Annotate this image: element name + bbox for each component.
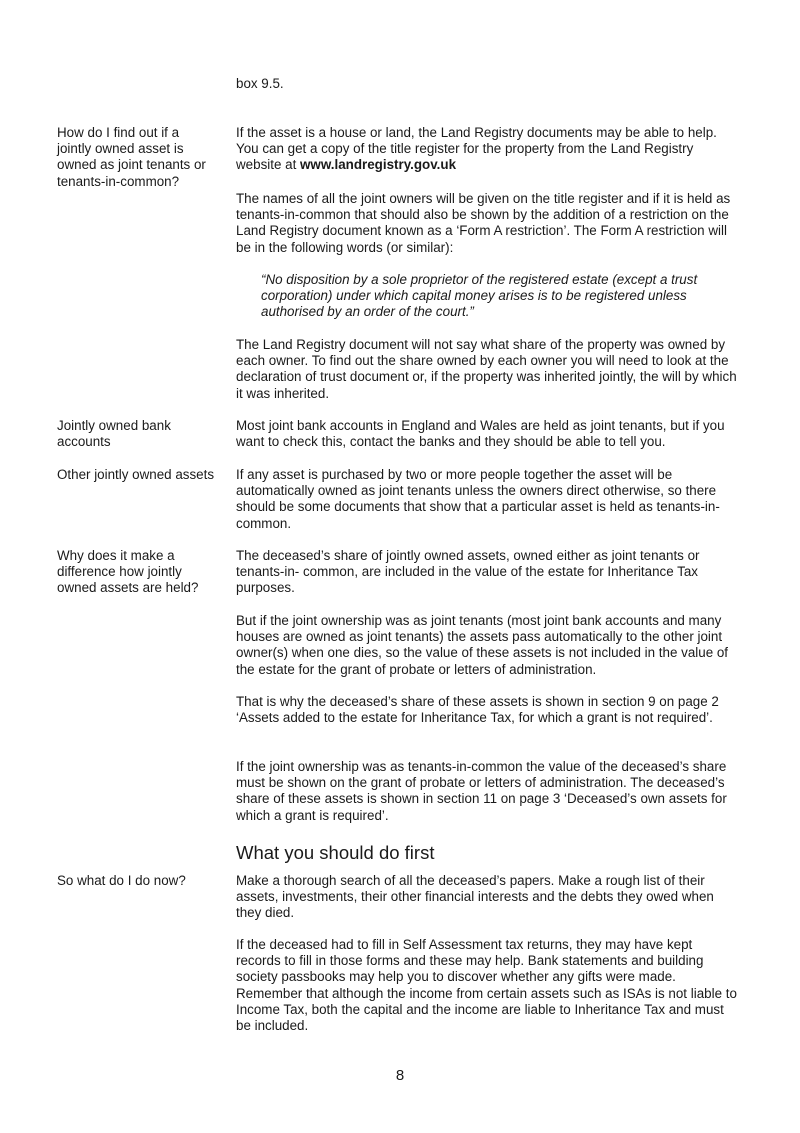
what-first-paragraph-1: Make a thorough search of all the deceased’s papers. Make a rough list of their assets, investments, their other financial interests and the debts they owed when they died.: [236, 873, 714, 921]
land-registry-link[interactable]: www.landregistry.gov.uk: [300, 157, 457, 173]
sidebar-question-why: Why does it make a difference how jointly owned assets are held?: [57, 548, 199, 596]
find-out-paragraph-2: The names of all the joint owners will be given on the title register and if it is held as tenants-in-common that should also be shown by the addition of a restriction on the Land Registry document known as a ‘Form A restriction’. The Form A restriction will be in the following words (or similar):: [236, 191, 731, 255]
why-paragraph-2: But if the joint ownership was as joint tenants (most joint bank accounts and many houses are owned as joint tenants) the assets pass automatically to the other joint owner(s) when one dies, so the value of these assets is not included in the value of the estate for the grant of probate or letters of administration.: [236, 613, 729, 677]
find-out-paragraph-1: [236, 125, 738, 174]
why-paragraph-3: That is why the deceased’s share of these assets is shown in section 9 on page 2 ‘Assets added to the estate for Inheritance Tax, for which a grant is not required’.: [236, 694, 719, 726]
sidebar-question-find-out: How do I find out if a jointly owned asset is owned as joint tenants or tenants-in-common?: [57, 125, 206, 189]
why-paragraph-1: The deceased’s share of jointly owned assets, owned either as joint tenants or tenants-in- common, are included in the value of the estate for Inheritance Tax purposes.: [236, 548, 700, 596]
section-heading-what-first: What you should do first: [236, 842, 435, 863]
sidebar-question-what-now: So what do I do now?: [57, 873, 186, 888]
sidebar-question-bank-accounts: Jointly owned bank accounts: [57, 418, 171, 450]
why-paragraph-4: If the joint ownership was as tenants-in-common the value of the deceased’s share must be shown on the grant of probate or letters of administration. The deceased’s share of these assets is shown in section 11 on page 3 ‘Deceased’s own assets for which a grant is required’.: [236, 759, 727, 823]
form-a-restriction-quote: “No disposition by a sole proprietor of the registered estate (except a trust corporation) under which capital money arises is to be registered unless authorised by an order of the court.”: [261, 272, 698, 320]
other-assets-answer: If any asset is purchased by two or more people together the asset will be automatically owned as joint tenants unless the owners direct otherwise, so there should be some documents that show that a particular asset is held as tenants-in-common.: [236, 467, 720, 531]
page-number: 8: [395, 1067, 405, 1084]
what-first-paragraph-2: If the deceased had to fill in Self Assessment tax returns, they may have kept records to fill in those forms and these may help. Bank statements and building society passbooks may help you to discover whether any gifts were made. Remember that although the income from certain assets such as ISAs is not liable to Income Tax, both the capital and the income are liable to Inheritance Tax and must be included.: [236, 937, 737, 1034]
sidebar-question-other-assets: Other jointly owned assets: [57, 467, 215, 482]
find-out-paragraph-3: The Land Registry document will not say what share of the property was owned by each owner. To find out the share owned by each owner you will need to look at the declaration of trust document or, if the property was inherited jointly, the will by which it was inherited.: [236, 337, 737, 401]
find-out-paragraph-1-text: If the asset is a house or land, the Land Registry documents may be able to help. You can get a copy of the title register for the property from the Land Registry website at: [236, 125, 717, 173]
continuation-text: box 9.5.: [236, 76, 284, 91]
bank-accounts-answer: Most joint bank accounts in England and Wales are held as joint tenants, but if you want to check this, contact the banks and they should be able to tell you.: [236, 418, 725, 450]
